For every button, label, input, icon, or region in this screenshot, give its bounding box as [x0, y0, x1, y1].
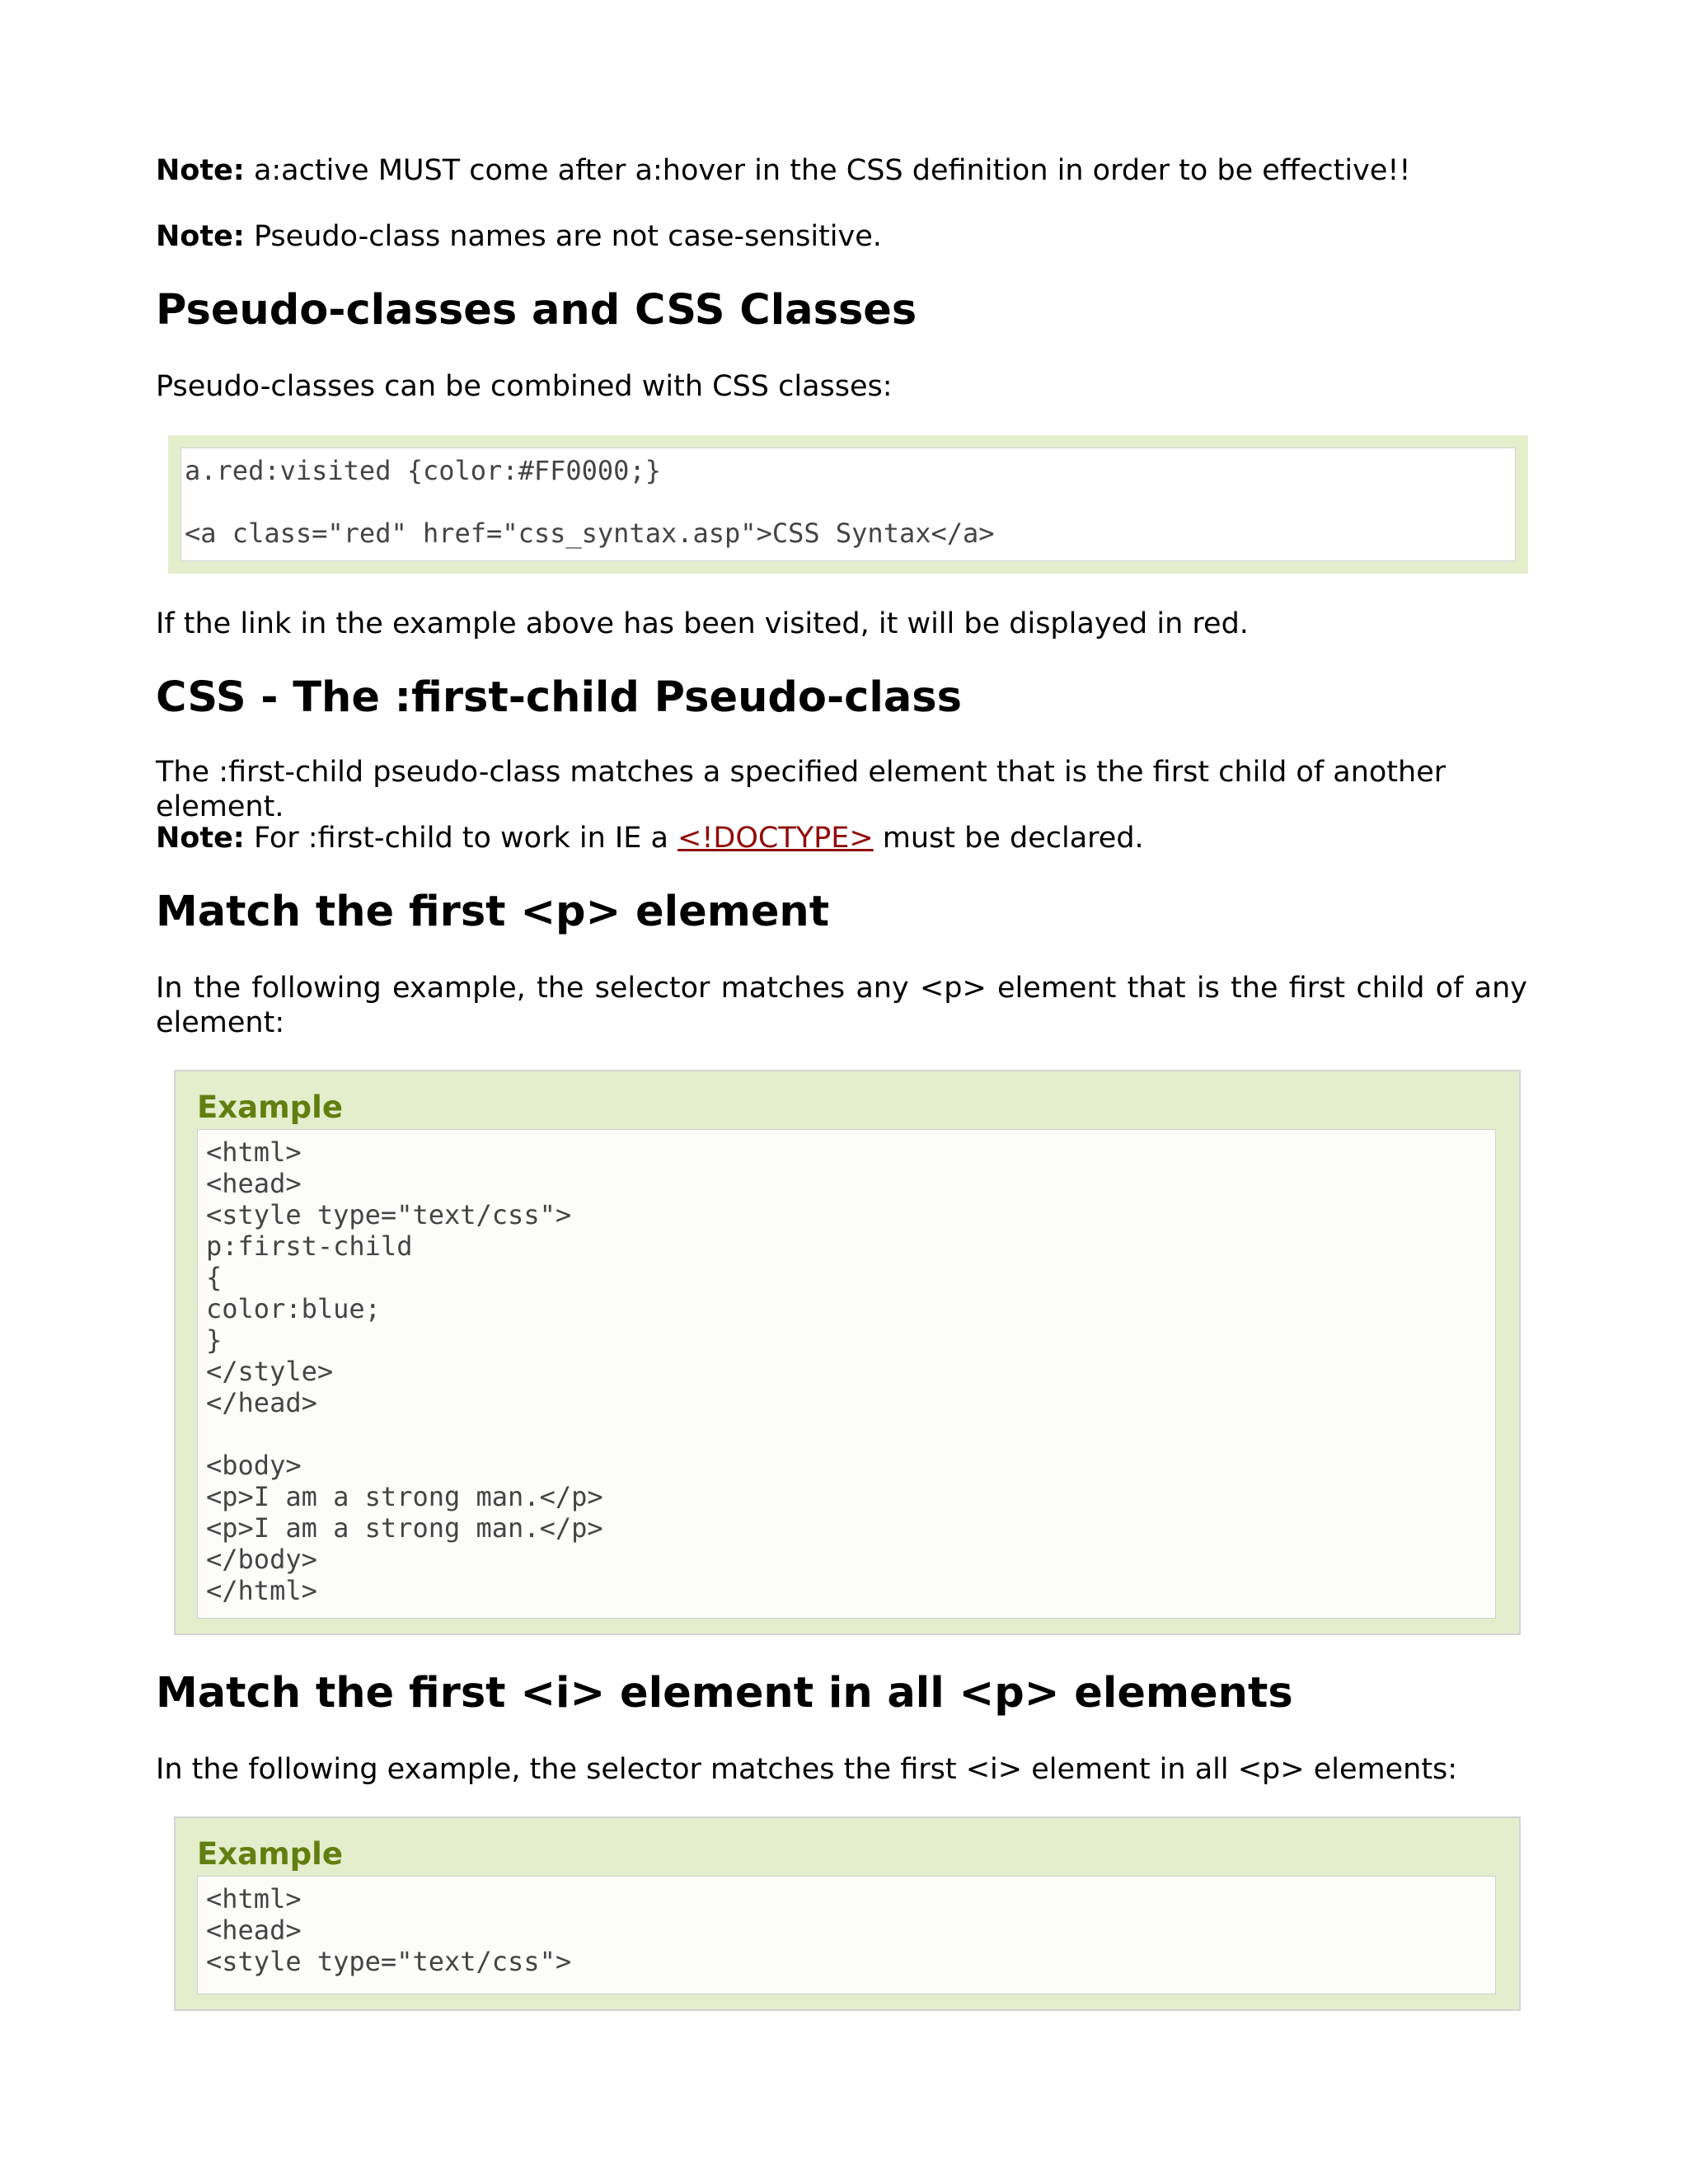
paragraph-first-child-description: The :first-child pseudo-class matches a specified element that is the first child of another element.	[156, 756, 1447, 823]
note-doctype	[156, 821, 1527, 855]
note-text: Pseudo-class names are not case-sensitive.	[244, 220, 882, 253]
example-box-first-i	[174, 1816, 1521, 2011]
paragraph-match-first-i: In the following example, the selector matches the first <i> element in all <p> elements:	[156, 1753, 1458, 1786]
note-label: Note:	[156, 220, 245, 253]
note-label: Note:	[156, 154, 245, 187]
code-line-html: <a class="red" href="css_syntax.asp">CSS Syntax</a>	[185, 518, 995, 549]
example-code: <html> <head> <style type="text/css">	[206, 1883, 572, 1977]
doctype-link[interactable]: <!DOCTYPE>	[678, 822, 874, 855]
note-case-insensitive	[156, 219, 1527, 254]
example-code-panel	[197, 1129, 1496, 1619]
paragraph-combined-classes: Pseudo-classes can be combined with CSS classes:	[156, 370, 893, 403]
code-snippet-box	[168, 435, 1528, 574]
example-title: Example	[197, 1836, 343, 1872]
note-text: a:active MUST come after a:hover in the CSS definition in order to be effective!!	[244, 154, 1411, 187]
example-title: Example	[197, 1090, 343, 1125]
example-code: <html> <head> <style type="text/css"> p:first-child { color:blue; } </style> </head> <body> <p>I am a strong man.</p> <p>I am a strong man.</p> </body> </html>	[206, 1137, 603, 1606]
code-snippet-inner	[181, 448, 1516, 561]
note-active-after-hover	[156, 153, 1527, 188]
paragraph-visited-red: If the link in the example above has been visited, it will be displayed in red.	[156, 607, 1249, 640]
heading-first-child-pseudo-class: CSS - The :first-child Pseudo-class	[156, 673, 962, 722]
note-text-after: must be declared.	[873, 822, 1144, 855]
example-box-first-p	[174, 1070, 1521, 1635]
code-line-css: a.red:visited {color:#FF0000;}	[185, 455, 661, 486]
note-text-before: For :first-child to work in IE a	[244, 822, 678, 855]
paragraph-match-first-p: In the following example, the selector matches any <p> element that is the first child of any element:	[156, 972, 1527, 1039]
example-code-panel	[197, 1876, 1496, 1994]
heading-match-first-p: Match the first <p> element	[156, 888, 830, 936]
heading-pseudo-classes-css-classes: Pseudo-classes and CSS Classes	[156, 286, 917, 335]
note-label: Note:	[156, 822, 245, 855]
heading-match-first-i: Match the first <i> element in all <p> elements	[156, 1669, 1293, 1718]
